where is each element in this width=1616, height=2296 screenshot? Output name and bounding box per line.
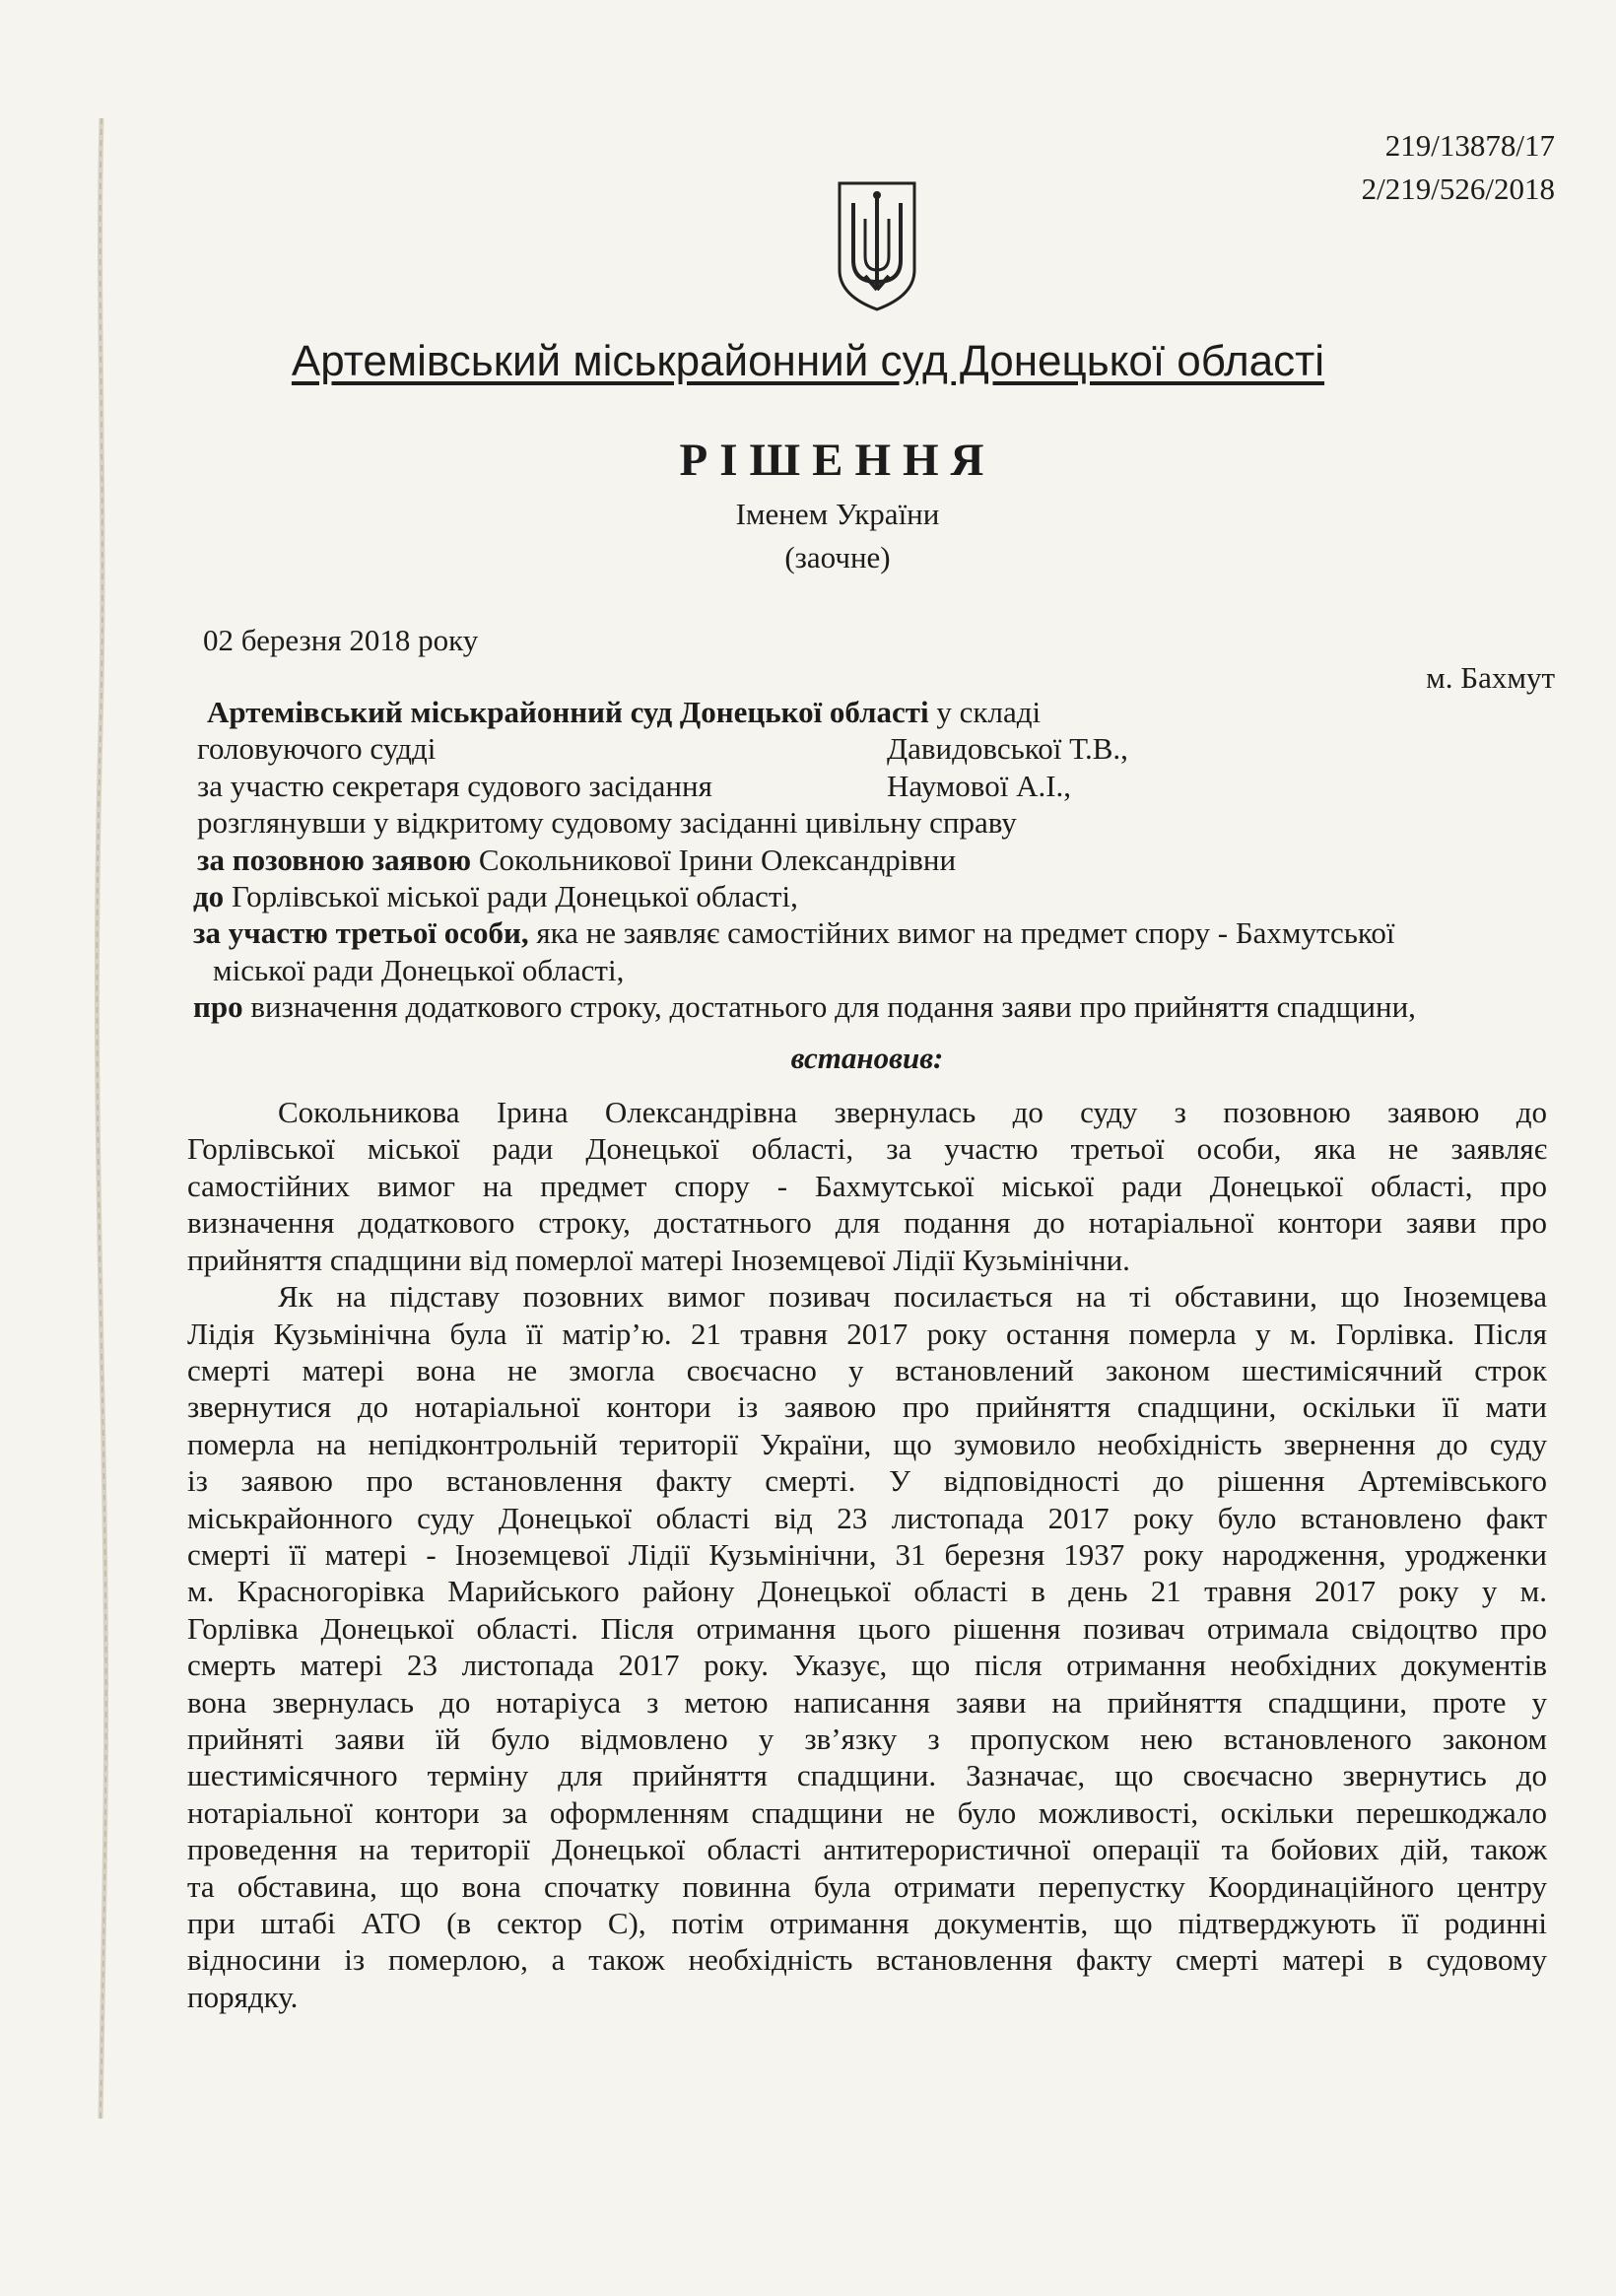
text-line: шестимісячного терміну для прийняття спадщини. Зазначає, що своєчасно звернутись до <box>187 1758 1547 1793</box>
secretary-label: за участю секретаря судового засідання <box>197 768 712 803</box>
text-line: звернутися до нотаріальної контори із заявою про прийняття спадщини, оскільки її мати <box>187 1389 1547 1425</box>
case-numbers <box>1362 124 1555 211</box>
decision-date: 02 березня 2018 року <box>203 623 479 657</box>
proceeding-number: 2/219/526/2018 <box>1361 171 1555 206</box>
presiding-line <box>187 730 1547 767</box>
text-line: проведення на території Донецької області антитерористичної операції та бойових дій, також <box>187 1832 1547 1867</box>
third-party-continued: міської ради Донецької області, <box>213 952 625 987</box>
claimant-name: Сокольникової Ірини Олександрівни <box>471 842 957 877</box>
secretary-line <box>187 768 1547 804</box>
text-line: відносини із померлою, а також необхідність встановлення факту смерті матері в судовому <box>187 1942 1547 1978</box>
coat-of-arms-icon <box>836 179 918 313</box>
claim-line <box>187 842 1547 878</box>
binding-thread <box>95 118 108 2119</box>
name-of-ukraine: Іменем України <box>735 497 940 531</box>
text-line: Сокольникова Ірина Олександрівна звернулась до суду з позовною заявою до <box>278 1095 1547 1130</box>
text-line: прийняті заяви їй було відмовлено у зв’язку з пропуском нею встановленого законом <box>187 1721 1547 1756</box>
presiding-name: Давидовської Т.В., <box>887 731 1128 767</box>
subject-text: визначення додаткового строку, достатнього для подання заяви про прийняття спадщини, <box>242 989 1416 1025</box>
text-line: смерті матері вона не змогла своєчасно у встановлений законом шестимісячний строк <box>187 1352 1547 1387</box>
text-line: нотаріальної контори за оформленням спадщини не було можливості, оскільки перешкоджало <box>187 1794 1547 1830</box>
text-line: Горлівка Донецької області. Після отримання цього рішення позивач отримала свідоцтво про <box>187 1610 1547 1646</box>
considered-line: розглянувши у відкритому судовому засіданні цивільну справу <box>197 805 1017 841</box>
third-party-line <box>187 914 1547 951</box>
defendant-name: Горлівської міської ради Донецької області, <box>224 879 798 914</box>
court-name-bold: Артемівський міськрайонний суд Донецької області <box>207 695 929 729</box>
presiding-label: головуючого судді <box>197 731 437 767</box>
text-line: визначення додаткового строку, достатнього для подання до нотаріальної контори заяви про <box>187 1205 1547 1241</box>
text-line: Як на підставу позовних вимог позивач посилається на ті обставини, що Іноземцева <box>278 1279 1547 1315</box>
secretary-name: Наумової А.І., <box>887 768 1072 803</box>
subject-line <box>187 988 1547 1025</box>
third-party-label: за участю третьої особи, <box>193 915 529 951</box>
established-heading: встановив: <box>790 1040 944 1075</box>
defendant-label: до <box>193 879 225 914</box>
decision-city: м. Бахмут <box>1426 660 1555 695</box>
third-party-text: яка не заявляє самостійних вимог на предмет спору - Бахмутської <box>528 915 1395 951</box>
text-line: при штабі АТО (в сектор С), потім отримання документів, що підтверджують її родинні <box>187 1906 1547 1940</box>
text-line: померла на непідконтрольній території України, що зумовило необхідність звернення до суду <box>187 1426 1547 1461</box>
text-line: Горлівської міської ради Донецької області, за участю третьої особи, яка не заявляє <box>187 1131 1547 1167</box>
decision-subtitle <box>0 493 1616 579</box>
text-line: прийняття спадщини від померлої матері Іноземцевої Лідії Кузьмінічни. <box>187 1242 1130 1277</box>
court-title <box>0 337 1616 386</box>
text-line: вона звернулась до нотаріуса з метою написання заяви на прийняття спадщини, проте у <box>187 1684 1547 1720</box>
decision-kind: (заочне) <box>784 540 891 574</box>
claim-label: за позовною заявою <box>197 842 472 877</box>
text-line: смерть матері 23 листопада 2017 року. Указує, що після отримання необхідних документів <box>187 1648 1547 1683</box>
decision-title: РІШЕННЯ <box>679 435 996 486</box>
composition-text: у складі <box>928 695 1042 729</box>
text-line: самостійних вимог на предмет спору - Бахмутської міської ради Донецької області, про <box>187 1168 1547 1203</box>
case-number: 219/13878/17 <box>1384 128 1555 163</box>
text-line: смерті її матері - Іноземцевої Лідії Кузьмінічни, 31 березня 1937 року народження, уродженки <box>187 1536 1547 1572</box>
document-body <box>187 694 1547 2015</box>
subject-label: про <box>193 989 243 1025</box>
text-line: м. Красногорівка Марийського району Донецької області в день 21 травня 2017 року у м. <box>187 1574 1547 1609</box>
composition-line <box>187 694 1547 730</box>
court-title-text: Артемівський міськрайонний суд Донецької області <box>291 337 1325 385</box>
paragraph-2 <box>187 1278 1547 2015</box>
defendant-line <box>187 878 1547 914</box>
paragraph-1 <box>187 1094 1547 1278</box>
text-line: Лідія Кузьмінічна була її матір’ю. 21 травня 2017 року остання померла у м. Горлівка. Після <box>187 1316 1547 1351</box>
text-line: із заявою про встановлення факту смерті. У відповідності до рішення Артемівського <box>187 1463 1547 1499</box>
text-line: порядку. <box>187 1979 299 2014</box>
text-line: та обставина, що вона спочатку повинна була отримати перепустку Координаційного центру <box>187 1868 1547 1904</box>
text-line: міськрайонного суду Донецької області від 23 листопада 2017 року було встановлено факт <box>187 1500 1547 1535</box>
